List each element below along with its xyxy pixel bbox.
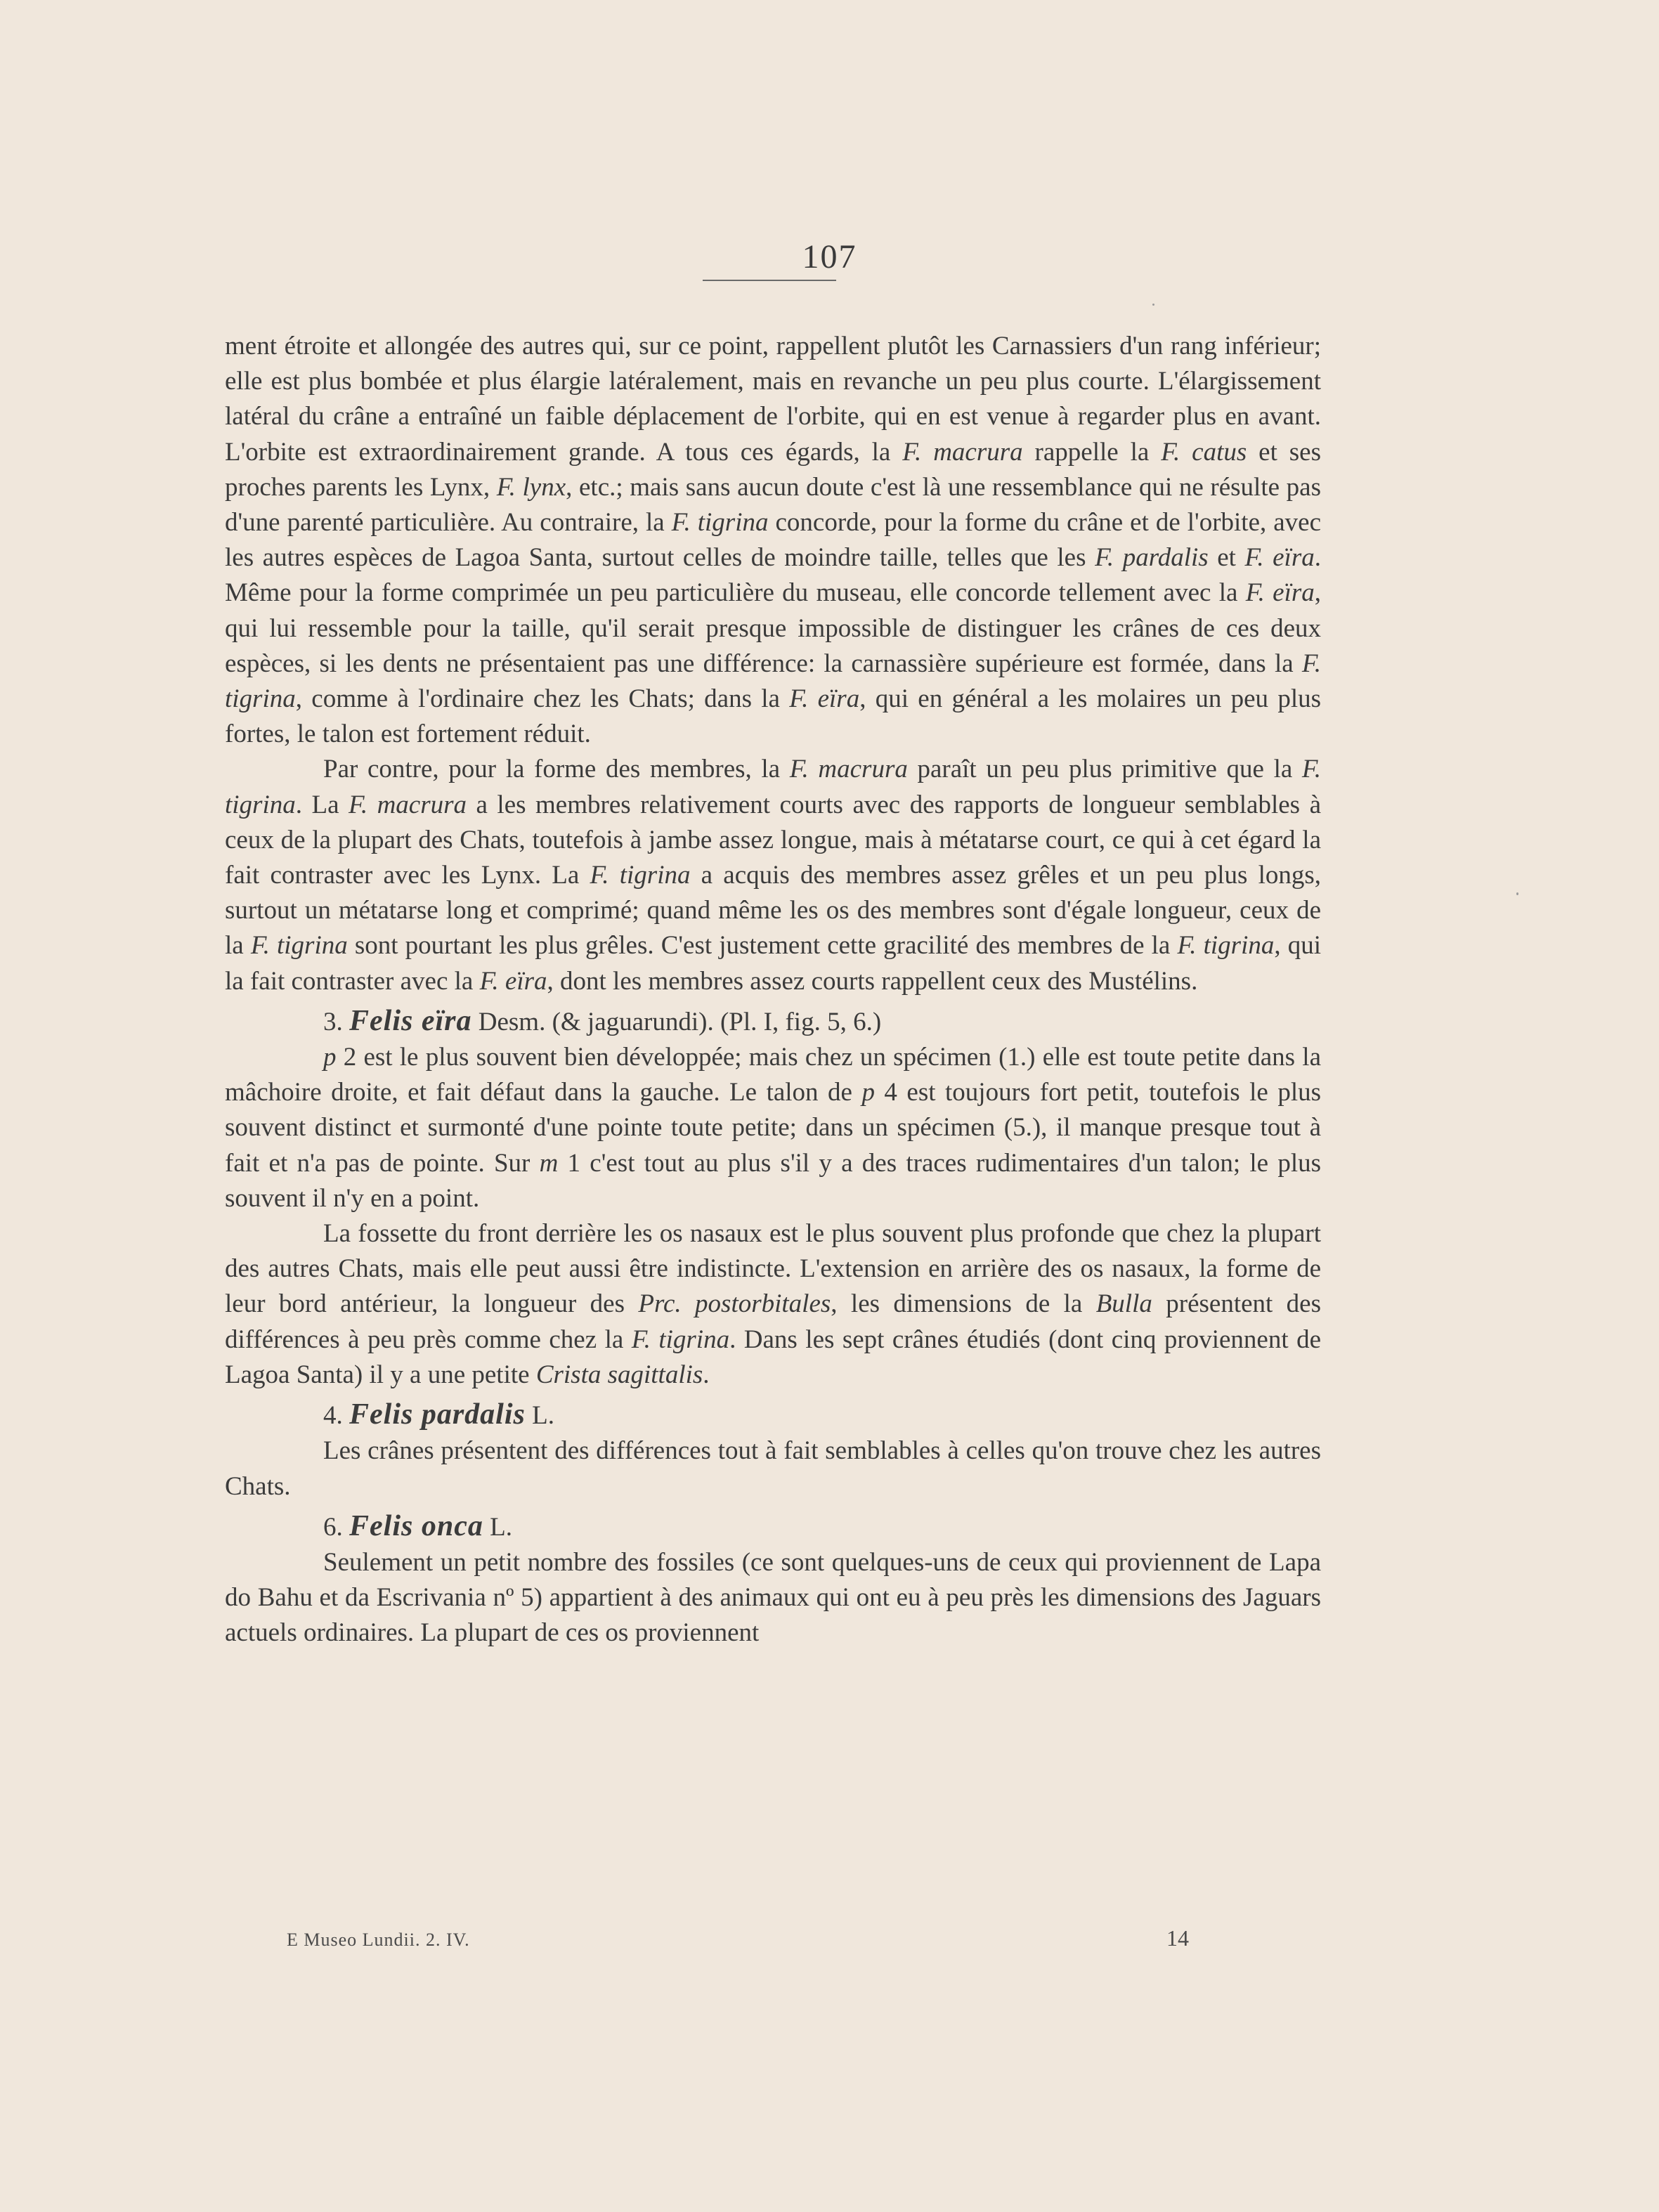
italic-term: F. tigrina [671, 508, 769, 538]
text-run: 4 est toujours fort petit, toutefois le plus souvent distinct et surmonté d'une pointe toute petite; dans un spécimen (5.), il manque presque tout à fait et n'a pas de pointe. Sur [225, 1078, 1321, 1178]
text-run: , etc.; mais sans aucun doute c'est là une ressemblance qui ne résulte pas d'une parenté particulière. Au contraire, la [225, 472, 1321, 538]
species-name: Felis pardalis [349, 1398, 526, 1431]
italic-term: p [323, 1043, 337, 1072]
paragraph [225, 1433, 1321, 1504]
text-run: paraît un peu plus primitive que la [907, 755, 1302, 784]
text-run: Seulement un petit nombre des fossiles (ce sont quelques-uns de ceux qui proviennent de Lapa do Bahu et da Escrivania nº 5) appartient à des animaux qui ont eu à peu près les dimensions des Jaguars actuels ordinaires. La plupart de ces os proviennent [225, 1547, 1321, 1648]
text-run: concorde, pour la forme du crâne et de l'orbite, avec les autres espèces de Lagoa Santa, surtout celles de moindre taille, telles que les [225, 508, 1322, 573]
italic-term: F. macrura [349, 790, 467, 819]
italic-term: F. eïra [1245, 578, 1315, 608]
text-run: et [1208, 543, 1245, 573]
text-run: L. [483, 1512, 512, 1542]
paragraph [225, 752, 1321, 998]
text-run: a acquis des membres assez grêles et un peu plus longs, surtout un métatarse long et comprimé; quand même les os des membres sont d'égale longueur, ceux de la [225, 861, 1322, 961]
text-run: . [703, 1360, 710, 1389]
italic-term: F. lynx [496, 472, 566, 502]
text-run: Desm. (& jaguarundi). (Pl. I, fig. 5, 6.) [471, 1007, 882, 1036]
text-run: sont pourtant les plus grêles. C'est justement cette gracilité des membres de la [347, 931, 1178, 961]
paper-speck [1516, 892, 1518, 895]
italic-term: Prc. postorbitales [638, 1289, 831, 1319]
text-run: 1 c'est tout au plus s'il y a des traces rudimentaires d'un talon; le plus souvent il n'y en a point. [225, 1148, 1322, 1213]
italic-term: m [539, 1148, 559, 1178]
text-run: L. [525, 1401, 554, 1431]
text-run: 4. [323, 1401, 349, 1431]
italic-term: Bulla [1095, 1289, 1152, 1319]
italic-term: F. tigrina [250, 931, 348, 961]
italic-term: F. eïra [479, 966, 547, 996]
italic-term: F. tigrina [225, 755, 1321, 819]
text-run: 2 est le plus souvent bien développée; mais chez un spécimen (1.) elle est toute petite dans la mâchoire droite, et fait défaut dans la gauche. Le talon de [225, 1043, 1321, 1107]
text-run: ment étroite et allongée des autres qui, sur ce point, rappellent plutôt les Carnassiers d'un rang inférieur; elle est plus bombée et plus élargie latéralement, mais en revanche un peu plus courte. L'élargissement latéral du crâne a entraîné un faible déplacement de l'orbite, qui en est venue à regarder plus en avant. L'orbite est extraordinairement grande. A tous ces égards, la [225, 332, 1321, 467]
italic-term: F. pardalis [1095, 543, 1209, 573]
italic-term: F. tigrina [590, 861, 691, 890]
text-run: La fossette du front derrière les os nasaux est le plus souvent plus profonde que chez la plupart des autres Chats, mais elle peut aussi être indistincte. L'extension en arrière des os nasaux, la forme de leur bord antérieur, la longueur des [225, 1219, 1321, 1319]
text-run: , qui en général a les molaires un peu plus fortes, le talon est fortement réduit. [225, 684, 1322, 749]
text-run: et ses proches parents les Lynx, [225, 437, 1321, 502]
text-run: Par contre, pour la forme des membres, la [323, 755, 790, 784]
page-number-rule [703, 280, 836, 281]
text-run: rappelle la [1022, 437, 1162, 467]
text-run: présentent des différences à peu près comme chez la [225, 1289, 1321, 1354]
italic-term: F. macrura [789, 755, 908, 784]
footer-sheet-number: 14 [1166, 1925, 1189, 1951]
italic-term: F. tigrina [1177, 931, 1275, 961]
text-run: , dont les membres assez courts rappellent ceux des Mustélins. [547, 966, 1198, 996]
italic-term: F. tigrina [225, 649, 1321, 714]
italic-term: p [861, 1078, 875, 1107]
italic-term: F. tigrina [631, 1325, 730, 1354]
italic-term: Crista sagittalis [535, 1360, 703, 1389]
italic-term: F. macrura [902, 437, 1023, 467]
text-run: , comme à l'ordinaire chez les Chats; dans la [295, 684, 790, 714]
text-run: , les dimensions de la [831, 1289, 1096, 1319]
italic-term: F. eïra [1244, 543, 1315, 573]
paper-speck [1152, 304, 1154, 306]
text-run: 3. [323, 1007, 349, 1036]
species-name: Felis eïra [349, 1004, 472, 1037]
paragraph [225, 1216, 1321, 1393]
text-run: . Même pour la forme comprimée un peu particulière du museau, elle concorde tellement avec la [225, 543, 1321, 608]
paragraph [225, 329, 1321, 752]
text-run: Les crânes présentent des différences tout à fait semblables à celles qu'on trouve chez les autres Chats. [225, 1436, 1321, 1501]
text-run: , qui la fait contraster avec la [225, 931, 1321, 996]
text-run: , qui lui ressemble pour la taille, qu'il serait presque impossible de distinguer les crânes de ces deux espèces, si les dents ne présentaient pas une différence: la carnassière supérieure est formée, dans la [225, 578, 1321, 678]
paragraph [225, 1040, 1321, 1216]
section-heading [225, 1509, 1321, 1545]
paragraph [225, 1545, 1321, 1651]
section-heading [225, 1003, 1321, 1040]
body-text [225, 329, 1321, 1651]
text-run: a les membres relativement courts avec des rapports de longueur semblables à ceux de la plupart des Chats, toutefois à jambe assez longue, mais à métatarse court, ce qui à cet égard la fait contraster avec les Lynx. La [225, 790, 1321, 890]
italic-term: F. eïra [789, 684, 860, 714]
footer-signature: E Museo Lundii. 2. IV. [287, 1930, 470, 1950]
text-run: 6. [323, 1512, 349, 1542]
species-name: Felis onca [349, 1509, 483, 1542]
section-heading [225, 1397, 1321, 1433]
italic-term: F. catus [1161, 437, 1247, 467]
text-run: . La [295, 790, 349, 819]
text-run: . Dans les sept crânes étudiés (dont cinq proviennent de Lagoa Santa) il y a une petite [225, 1325, 1321, 1389]
page-number: 107 [802, 238, 857, 275]
